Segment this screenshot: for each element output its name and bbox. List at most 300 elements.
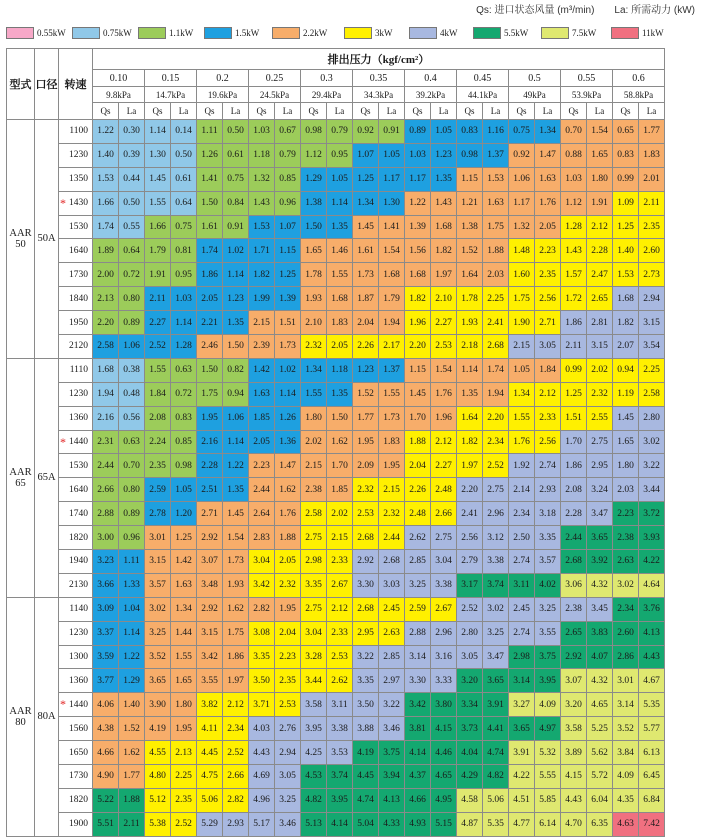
qs-cell: 3.20 [457, 669, 483, 693]
qs-cell: 3.05 [457, 645, 483, 669]
la-cell: 0.98 [171, 454, 197, 478]
la-cell: 2.80 [639, 406, 665, 430]
la-cell: 3.46 [275, 812, 301, 836]
legend-swatch [473, 27, 501, 39]
qs-cell: 3.37 [93, 621, 119, 645]
rpm-cell [59, 812, 93, 836]
la-cell: 1.14 [275, 382, 301, 406]
la-cell: 1.35 [223, 311, 249, 335]
qs-cell: 1.34 [301, 358, 327, 382]
la-cell: 1.68 [327, 287, 353, 311]
qs-cell: 4.55 [145, 741, 171, 765]
la-cell: 2.02 [327, 502, 353, 526]
qs-cell: 3.42 [249, 573, 275, 597]
la-cell: 1.04 [119, 597, 145, 621]
la-cell: 2.56 [535, 287, 561, 311]
la-cell: 4.65 [587, 693, 613, 717]
qs-cell: 1.06 [509, 167, 535, 191]
rpm-value: 1100 [69, 126, 88, 137]
qs-cell: 1.97 [457, 454, 483, 478]
la-cell: 4.14 [327, 812, 353, 836]
la-cell: 3.76 [639, 597, 665, 621]
qs-cell: 1.32 [509, 215, 535, 239]
qs-cell: 1.80 [613, 454, 639, 478]
la-cell: 3.47 [483, 645, 509, 669]
la-cell: 2.02 [587, 358, 613, 382]
pressure-kgf: 0.25 [249, 70, 301, 87]
la-cell: 1.76 [535, 191, 561, 215]
la-cell: 1.41 [379, 215, 405, 239]
qs-cell: 0.98 [301, 120, 327, 144]
rpm-wrap [59, 628, 92, 638]
qs-cell: 1.76 [509, 430, 535, 454]
qs-cell: 3.27 [509, 693, 535, 717]
qs-cell: 0.65 [613, 120, 639, 144]
qs-cell: 4.63 [613, 812, 639, 836]
la-cell: 2.05 [327, 335, 353, 359]
star-mark: * [60, 434, 66, 449]
la-cell: 0.95 [171, 263, 197, 287]
legend-item [272, 24, 327, 42]
la-cell: 2.53 [327, 645, 353, 669]
qs-cell: 2.26 [353, 335, 379, 359]
table-row [7, 406, 665, 430]
qs-cell: 1.34 [353, 191, 379, 215]
la-cell: 2.94 [275, 741, 301, 765]
qs-cell: 2.38 [301, 478, 327, 502]
qs-cell: 3.01 [613, 669, 639, 693]
qs-cell: 4.93 [405, 812, 431, 836]
sub-header-la: La [379, 103, 405, 120]
qs-cell: 2.20 [457, 478, 483, 502]
pressure-kpa: 9.8kPa [93, 87, 145, 103]
rpm-value: 1900 [69, 819, 88, 830]
la-cell: 1.37 [483, 143, 509, 167]
la-cell: 1.25 [171, 526, 197, 550]
la-cell: 1.68 [379, 263, 405, 287]
qs-cell: 1.66 [93, 191, 119, 215]
qs-cell: 2.63 [613, 550, 639, 574]
table-row [7, 335, 665, 359]
la-cell: 4.32 [587, 669, 613, 693]
la-cell: 4.43 [639, 645, 665, 669]
la-cell: 2.96 [483, 502, 509, 526]
qs-cell: 1.14 [145, 120, 171, 144]
qs-cell: 1.25 [353, 167, 379, 191]
la-cell: 1.46 [327, 239, 353, 263]
qs-cell: 1.90 [509, 311, 535, 335]
sub-header-la: La [327, 103, 353, 120]
la-cell: 2.05 [535, 215, 561, 239]
la-cell: 2.93 [535, 478, 561, 502]
qs-cell: 2.32 [301, 335, 327, 359]
qs-cell: 3.55 [197, 669, 223, 693]
la-cell: 3.75 [535, 645, 561, 669]
table-row [7, 693, 665, 717]
rpm-value: 1950 [69, 317, 88, 328]
la-cell: 1.74 [483, 358, 509, 382]
la-cell: 0.61 [171, 167, 197, 191]
qs-cell: 2.23 [613, 502, 639, 526]
qs-cell: 4.45 [353, 765, 379, 789]
qs-cell: 5.13 [301, 812, 327, 836]
rpm-wrap [59, 365, 92, 375]
rpm-value: 1230 [69, 389, 88, 400]
col-header-model: 型式 [7, 49, 35, 120]
la-cell: 1.23 [223, 287, 249, 311]
la-cell: 3.93 [639, 526, 665, 550]
qs-cell: 1.03 [249, 120, 275, 144]
la-cell: 3.74 [327, 765, 353, 789]
la-cell: 0.80 [119, 287, 145, 311]
la-cell: 1.07 [275, 215, 301, 239]
qs-cell: 1.48 [509, 239, 535, 263]
qs-cell: 4.77 [509, 812, 535, 836]
pressure-kpa: 19.6kPa [197, 87, 249, 103]
qs-cell: 1.53 [613, 263, 639, 287]
la-cell: 0.39 [119, 143, 145, 167]
qs-cell: 2.03 [613, 478, 639, 502]
qs-cell: 1.60 [509, 263, 535, 287]
pressure-kpa: 29.4kPa [301, 87, 353, 103]
qs-cell: 1.70 [561, 430, 587, 454]
qs-cell: 3.08 [249, 621, 275, 645]
rpm-value: 1840 [69, 293, 88, 304]
la-cell: 4.64 [639, 573, 665, 597]
la-cell: 3.94 [379, 765, 405, 789]
la-cell: 3.54 [639, 335, 665, 359]
la-cell: 3.44 [639, 478, 665, 502]
qs-cell: 1.96 [405, 311, 431, 335]
la-cell: 3.22 [379, 693, 405, 717]
la-cell: 2.65 [587, 287, 613, 311]
star-mark: * [60, 195, 66, 210]
la-cell: 2.41 [483, 311, 509, 335]
qs-cell: 3.77 [93, 669, 119, 693]
qs-cell: 4.19 [353, 741, 379, 765]
qs-cell: 1.65 [301, 239, 327, 263]
table-row [7, 215, 665, 239]
qs-cell: 2.21 [197, 311, 223, 335]
rpm-value: 1430 [69, 198, 88, 209]
qs-cell: 1.91 [145, 263, 171, 287]
qs-cell: 1.25 [613, 215, 639, 239]
qs-cell: 3.42 [405, 693, 431, 717]
sub-header-qs: Qs [93, 103, 119, 120]
legend-swatch [6, 27, 34, 39]
table-row [7, 526, 665, 550]
la-cell: 2.97 [379, 669, 405, 693]
rpm-cell [59, 621, 93, 645]
la-cell: 1.30 [379, 191, 405, 215]
la-cell: 2.44 [379, 526, 405, 550]
rpm-value: 1730 [69, 269, 88, 280]
la-cell: 2.58 [639, 382, 665, 406]
la-cell: 0.79 [327, 120, 353, 144]
table-row [7, 167, 665, 191]
la-cell: 4.65 [431, 765, 457, 789]
rpm-wrap [59, 413, 92, 423]
legend-label: 0.55kW [37, 28, 66, 38]
qs-cell: 2.98 [301, 550, 327, 574]
table-row [7, 717, 665, 741]
qs-cell: 1.50 [197, 358, 223, 382]
la-cell: 4.41 [483, 717, 509, 741]
qs-cell: 2.46 [197, 335, 223, 359]
la-cell: 2.15 [327, 526, 353, 550]
rpm-cell [59, 669, 93, 693]
rpm-cell [59, 358, 93, 382]
la-cell: 3.65 [483, 669, 509, 693]
la-cell: 0.63 [119, 430, 145, 454]
la-cell: 0.84 [223, 191, 249, 215]
qs-cell: 1.52 [353, 382, 379, 406]
rpm-value: 1820 [69, 795, 88, 806]
pressure-kpa: 44.1kPa [457, 87, 509, 103]
sub-header-qs: Qs [197, 103, 223, 120]
la-cell: 2.74 [535, 454, 561, 478]
pressure-kpa: 24.5kPa [249, 87, 301, 103]
qs-cell: 4.51 [509, 788, 535, 812]
la-cell: 1.73 [275, 335, 301, 359]
header-note: Qs: 进口状态风量 (m³/min) La: 所需动力 (kW) [476, 5, 695, 16]
la-cell: 5.35 [483, 812, 509, 836]
qs-cell: 2.92 [353, 550, 379, 574]
qs-cell: 4.11 [197, 717, 223, 741]
la-cell: 0.30 [119, 120, 145, 144]
qs-cell: 0.70 [561, 120, 587, 144]
la-cell: 2.12 [431, 430, 457, 454]
qs-cell: 2.24 [145, 430, 171, 454]
qs-cell: 1.80 [301, 406, 327, 430]
la-cell: 2.52 [223, 741, 249, 765]
la-cell: 0.56 [119, 406, 145, 430]
qs-cell: 3.34 [457, 693, 483, 717]
la-cell: 0.64 [119, 239, 145, 263]
table-row [7, 597, 665, 621]
qs-cell: 1.93 [301, 287, 327, 311]
table-row [7, 669, 665, 693]
la-cell: 3.05 [535, 335, 561, 359]
qs-cell: 1.72 [561, 287, 587, 311]
la-cell: 5.55 [535, 765, 561, 789]
table-row [7, 263, 665, 287]
qs-cell: 1.03 [561, 167, 587, 191]
la-cell: 1.62 [327, 430, 353, 454]
la-cell: 2.03 [483, 263, 509, 287]
la-cell: 4.15 [431, 717, 457, 741]
la-cell: 1.95 [379, 454, 405, 478]
pressure-title: 排出压力（kgf/cm²） [93, 49, 665, 70]
qs-cell: 3.48 [197, 573, 223, 597]
rpm-wrap [59, 196, 92, 211]
qs-cell: 1.65 [613, 430, 639, 454]
qs-cell: 2.20 [93, 311, 119, 335]
qs-cell: 3.52 [145, 645, 171, 669]
la-cell: 2.71 [535, 311, 561, 335]
qs-cell: 2.68 [353, 597, 379, 621]
la-cell: 2.25 [171, 765, 197, 789]
qs-cell: 3.88 [353, 717, 379, 741]
rpm-cell [59, 741, 93, 765]
qs-cell: 4.66 [405, 788, 431, 812]
la-cell: 2.23 [275, 645, 301, 669]
rpm-value: 1140 [69, 604, 88, 615]
la-cell: 2.25 [483, 287, 509, 311]
la-cell: 2.82 [223, 788, 249, 812]
la-cell: 2.10 [431, 287, 457, 311]
rpm-wrap [59, 604, 92, 614]
qs-cell: 2.23 [249, 454, 275, 478]
qs-cell: 1.82 [405, 287, 431, 311]
qs-cell: 3.66 [93, 573, 119, 597]
la-cell: 3.24 [587, 478, 613, 502]
qs-cell: 3.65 [509, 717, 535, 741]
la-cell: 6.45 [639, 765, 665, 789]
la-cell: 1.45 [223, 502, 249, 526]
qs-cell: 1.21 [457, 191, 483, 215]
rpm-cell [59, 191, 93, 215]
qs-cell: 5.06 [197, 788, 223, 812]
la-cell: 2.33 [535, 406, 561, 430]
qs-cell: 2.83 [249, 526, 275, 550]
la-cell: 1.53 [483, 167, 509, 191]
qs-cell: 3.23 [93, 550, 119, 574]
qs-cell: 1.53 [93, 167, 119, 191]
la-cell: 1.29 [119, 669, 145, 693]
la-cell: 0.80 [119, 478, 145, 502]
la-cell: 2.93 [223, 812, 249, 836]
la-cell: 0.96 [119, 526, 145, 550]
qs-cell: 1.53 [249, 215, 275, 239]
la-cell: 2.75 [587, 430, 613, 454]
qs-cell: 2.65 [561, 621, 587, 645]
qs-cell: 4.45 [197, 741, 223, 765]
la-cell: 4.82 [483, 765, 509, 789]
qs-cell: 3.35 [249, 645, 275, 669]
qs-cell: 1.85 [249, 406, 275, 430]
qs-cell: 2.38 [613, 526, 639, 550]
table-row [7, 287, 665, 311]
la-cell: 3.02 [483, 597, 509, 621]
la-cell: 2.76 [275, 717, 301, 741]
qs-cell: 3.57 [145, 573, 171, 597]
qs-cell: 3.90 [145, 693, 171, 717]
la-cell: 2.55 [587, 406, 613, 430]
la-cell: 3.75 [379, 741, 405, 765]
la-cell: 1.83 [327, 311, 353, 335]
la-cell: 3.11 [327, 693, 353, 717]
qs-cell: 4.15 [561, 765, 587, 789]
qs-cell: 1.99 [249, 287, 275, 311]
la-cell: 1.05 [431, 120, 457, 144]
la-cell: 2.32 [587, 382, 613, 406]
la-cell: 5.06 [483, 788, 509, 812]
rpm-wrap [59, 318, 92, 328]
rpm-cell [59, 215, 93, 239]
qs-cell: 2.15 [509, 335, 535, 359]
pressure-kpa: 49kPa [509, 87, 561, 103]
la-cell: 0.72 [171, 382, 197, 406]
qs-cell: 2.52 [145, 335, 171, 359]
spec-table-wrap [6, 48, 665, 837]
table-row [7, 621, 665, 645]
la-cell: 2.95 [587, 454, 613, 478]
qs-cell: 3.14 [509, 669, 535, 693]
qs-cell: 5.29 [197, 812, 223, 836]
qs-cell: 2.38 [561, 597, 587, 621]
rpm-value: 1300 [69, 652, 88, 663]
la-cell: 1.97 [431, 263, 457, 287]
la-cell: 2.56 [535, 430, 561, 454]
qs-cell: 1.87 [353, 287, 379, 311]
qs-cell: 1.15 [457, 167, 483, 191]
la-cell: 1.20 [171, 502, 197, 526]
rpm-value: 1530 [69, 222, 88, 232]
rpm-wrap [59, 652, 92, 662]
la-cell: 1.88 [119, 788, 145, 812]
qs-cell: 1.70 [405, 406, 431, 430]
qs-cell: 1.17 [509, 191, 535, 215]
la-cell: 2.35 [639, 215, 665, 239]
la-cell: 1.85 [327, 478, 353, 502]
la-cell: 1.33 [119, 573, 145, 597]
rpm-cell [59, 597, 93, 621]
la-cell: 1.84 [535, 358, 561, 382]
qs-cell: 1.55 [145, 191, 171, 215]
la-cell: 3.53 [327, 741, 353, 765]
qs-cell: 3.91 [509, 741, 535, 765]
la-cell: 2.12 [327, 597, 353, 621]
la-cell: 2.15 [379, 478, 405, 502]
la-cell: 1.06 [119, 335, 145, 359]
qs-cell: 2.18 [457, 335, 483, 359]
legend-swatch [272, 27, 300, 39]
table-row [7, 382, 665, 406]
la-cell: 1.17 [379, 167, 405, 191]
qs-cell: 3.15 [197, 621, 223, 645]
la-cell: 0.96 [275, 191, 301, 215]
qs-cell: 3.35 [353, 669, 379, 693]
qs-cell: 2.59 [405, 597, 431, 621]
rpm-value: 1640 [69, 484, 88, 495]
legend-label: 11kW [642, 28, 664, 38]
la-cell: 1.95 [171, 717, 197, 741]
la-cell: 1.14 [171, 311, 197, 335]
qs-cell: 3.28 [301, 645, 327, 669]
qs-cell: 1.82 [249, 263, 275, 287]
qs-cell: 1.55 [509, 406, 535, 430]
la-cell: 2.96 [431, 621, 457, 645]
rpm-value: 1230 [69, 150, 88, 161]
la-cell: 2.60 [639, 239, 665, 263]
la-cell: 1.73 [379, 406, 405, 430]
legend-label: 7.5kW [572, 28, 597, 38]
rpm-value: 1730 [69, 771, 88, 782]
rpm-wrap [59, 795, 92, 805]
la-cell: 1.63 [535, 167, 561, 191]
qs-cell: 5.12 [145, 788, 171, 812]
la-cell: 2.27 [431, 454, 457, 478]
qs-cell: 3.11 [509, 573, 535, 597]
la-cell: 3.72 [639, 502, 665, 526]
qs-cell: 1.75 [197, 382, 223, 406]
qs-cell: 1.05 [509, 358, 535, 382]
la-cell: 0.67 [275, 120, 301, 144]
la-cell: 1.35 [431, 167, 457, 191]
qs-cell: 1.68 [93, 358, 119, 382]
la-cell: 6.35 [587, 812, 613, 836]
